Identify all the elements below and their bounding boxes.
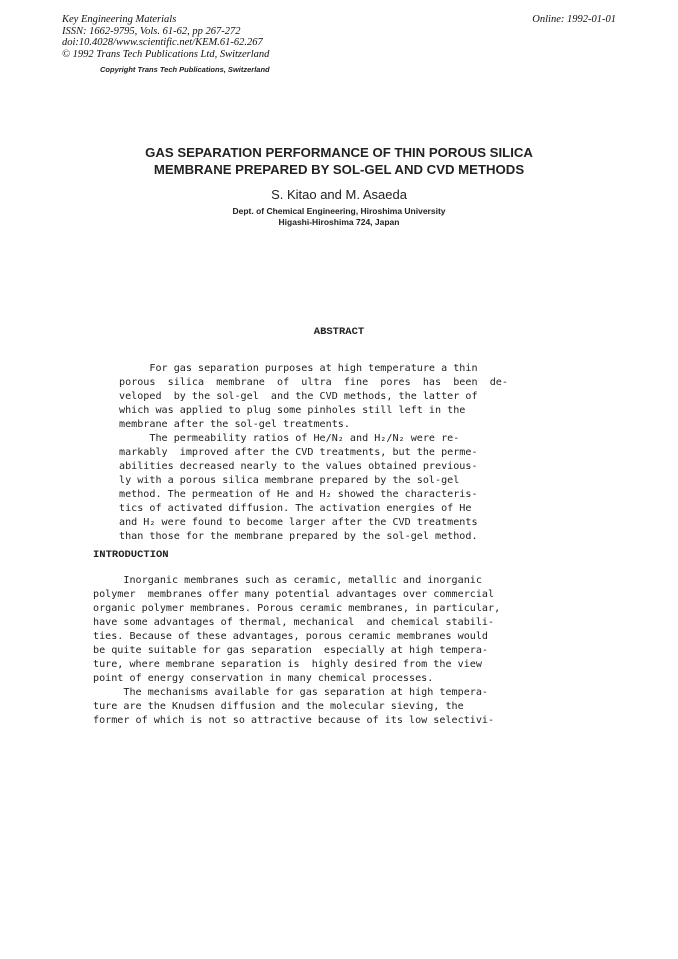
authors: S. Kitao and M. Asaeda: [271, 187, 407, 202]
abstract-line: method. The permeation of He and H₂ showed the characteris-: [119, 489, 478, 500]
introduction-heading: INTRODUCTION: [93, 549, 169, 561]
doi-line: doi:10.4028/www.scientific.net/KEM.61-62.267: [62, 37, 263, 49]
abstract-heading: ABSTRACT: [313, 326, 365, 338]
introduction-line: have some advantages of thermal, mechanical and chemical stabili-: [93, 617, 495, 628]
issn-line: ISSN: 1662-9795, Vols. 61-62, pp 267-272: [62, 25, 241, 37]
introduction-line: point of energy conservation in many chemical processes.: [93, 673, 434, 684]
affiliation-line-2: Higashi-Hiroshima 724, Japan: [278, 217, 400, 227]
introduction-line: ture are the Knudsen diffusion and the molecular sieving, the: [93, 701, 464, 712]
introduction-line: organic polymer membranes. Porous ceramic membranes, in particular,: [93, 603, 501, 614]
introduction-body: [93, 574, 543, 728]
publication-meta: [62, 14, 269, 60]
abstract-line: veloped by the sol-gel and the CVD methods, the latter of: [119, 391, 478, 402]
introduction-line: be quite suitable for gas separation especially at high tempera-: [93, 645, 489, 656]
introduction-line: former of which is not so attractive because of its low selectivi-: [93, 715, 495, 726]
journal-name: Key Engineering Materials: [62, 14, 177, 25]
introduction-line: ture, where membrane separation is highly desired from the view: [93, 659, 482, 670]
title-line-1: GAS SEPARATION PERFORMANCE OF THIN POROUS SILICA: [145, 145, 533, 160]
abstract-line: membrane after the sol-gel treatments.: [119, 419, 350, 430]
abstract-line: than those for the membrane prepared by the sol-gel method.: [119, 531, 478, 542]
paper-title: [0, 144, 678, 178]
abstract-line: tics of activated diffusion. The activation energies of He: [119, 503, 472, 514]
publisher-line: © 1992 Trans Tech Publications Ltd, Switzerland: [62, 48, 270, 60]
online-date: Online: 1992-01-01: [532, 14, 616, 25]
abstract-line: porous silica membrane of ultra fine pores has been de-: [119, 377, 508, 388]
abstract-line: and H₂ were found to become larger after the CVD treatments: [119, 517, 478, 528]
abstract-line: markably improved after the CVD treatments, but the perme-: [119, 447, 478, 458]
abstract-line: abilities decreased nearly to the values obtained previous-: [119, 461, 478, 472]
abstract-line: ly with a porous silica membrane prepared by the sol-gel: [119, 475, 460, 486]
abstract-body: [119, 362, 519, 544]
introduction-line: polymer membranes offer many potential advantages over commercial: [93, 589, 495, 600]
introduction-line: The mechanisms available for gas separation at high tempera-: [93, 687, 489, 698]
abstract-line: The permeability ratios of He/N₂ and H₂/N₂ were re-: [119, 433, 460, 444]
title-line-2: MEMBRANE PREPARED BY SOL-GEL AND CVD METHODS: [153, 162, 525, 177]
introduction-line: ties. Because of these advantages, porous ceramic membranes would: [93, 631, 489, 642]
affiliation-line-1: Dept. of Chemical Engineering, Hiroshima University: [232, 206, 446, 216]
abstract-line: which was applied to plug some pinholes still left in the: [119, 405, 466, 416]
affiliation: [0, 206, 678, 228]
introduction-line: Inorganic membranes such as ceramic, metallic and inorganic: [93, 575, 482, 586]
copyright-notice: Copyright Trans Tech Publications, Switzerland: [100, 65, 270, 74]
abstract-line: For gas separation purposes at high temperature a thin: [119, 363, 478, 374]
